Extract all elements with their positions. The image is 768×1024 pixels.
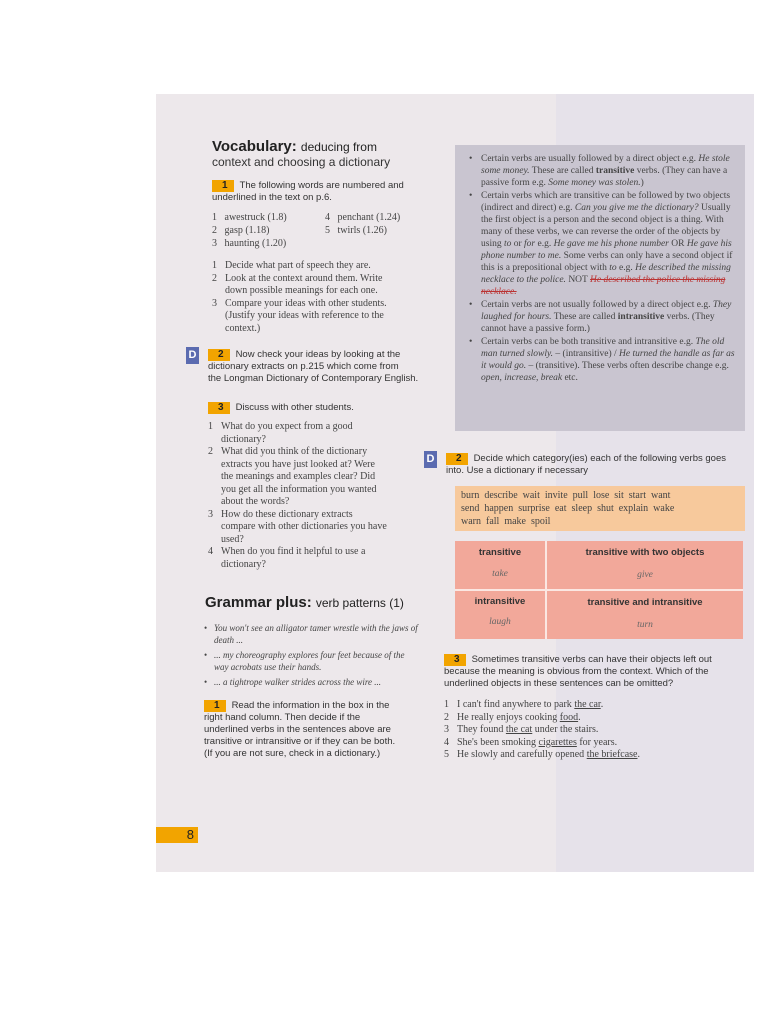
vocab-heading-line2: context and choosing a dictionary	[212, 155, 391, 169]
word-item: 4 penchant (1.24)	[325, 212, 401, 223]
list-item: the meanings and examples clear? Did	[221, 471, 376, 482]
vocab-heading	[212, 138, 377, 155]
list-item: compare with other dictionaries you have	[221, 521, 387, 532]
grammar-ex1-line: underlined verbs in the sentences above are	[204, 724, 391, 735]
vocab-ex2-line: the Longman Dictionary of Contemporary English.	[208, 373, 419, 384]
list-item: (Justify your ideas with reference to the	[225, 310, 384, 321]
page-number: 8	[186, 827, 194, 842]
list-item: 1 I can't find anywhere to park the car.	[444, 699, 604, 710]
grammar-examples	[204, 622, 419, 691]
list-item: • ... a tightrope walker strides across the wire ...	[204, 676, 419, 688]
list-item: 2 Look at the context around them. Write	[212, 272, 383, 284]
list-item: 3 Compare your ideas with other students.	[212, 297, 387, 309]
info-bullet: • Certain verbs are not usually followed by a direct object e.g. They laughed for hours. These are called intransitive verbs. (They cannot have a passive form.)	[465, 299, 735, 335]
vocab-heading-bold: Vocabulary:	[212, 138, 297, 155]
omit-objects-ex	[444, 654, 749, 690]
vocab-ex3	[208, 402, 428, 414]
list-item: down possible meanings for each one.	[225, 285, 378, 296]
ex-number-tag: 2	[208, 349, 230, 361]
list-item: context.)	[225, 322, 261, 334]
list-item: 4 She's been smoking cigarettes for years.	[444, 736, 618, 748]
verbs-line: warn fall make spoil	[461, 516, 551, 527]
omit-ex-line: underlined objects in these sentences can be omitted?	[444, 678, 674, 689]
grammar-ex1-line: right hand column. Then decide if the	[204, 712, 361, 723]
grammar-heading-bold: Grammar plus:	[205, 594, 312, 611]
word-item: 1 awestruck (1.8)	[212, 212, 287, 223]
verbs-line: send happen surprise eat sleep shut explain wake	[461, 503, 675, 514]
category-example: take	[492, 569, 508, 579]
list-item: 4 When do you find it helpful to use a	[208, 546, 366, 557]
vocab-ex1-text-2: underlined in the text on p.6.	[212, 192, 332, 203]
list-item: 5 He slowly and carefully opened the briefcase.	[444, 749, 640, 760]
category-table	[455, 541, 743, 639]
vocab-ex2-line: Now check your ideas by looking at the	[235, 349, 401, 360]
vocab-ex2	[208, 349, 428, 385]
list-item: 3 They found the cat under the stairs.	[444, 724, 599, 735]
ex-number-tag: 2	[446, 453, 468, 465]
list-item: extracts you have just looked at? Were	[221, 458, 375, 470]
grammar-ex1-line: Read the information in the box in the	[231, 700, 390, 711]
categorise-ex-line: Decide which category(ies) each of the following verbs goes	[473, 453, 726, 464]
verbs-box	[455, 486, 745, 531]
vocab-ex3-text: Discuss with other students.	[235, 402, 354, 413]
list-item: 3 How do these dictionary extracts	[208, 508, 353, 520]
list-item: about the words?	[221, 496, 290, 507]
list-item: dictionary?	[221, 433, 266, 445]
categorise-ex	[446, 453, 746, 477]
grammar-ex1-line: transitive or intransitive or if they can be both.	[204, 736, 396, 747]
omit-sentences	[444, 699, 744, 762]
omit-ex-line: because the meaning is obvious from the context. Which of the	[444, 666, 709, 677]
grammar-info-box	[455, 145, 745, 431]
category-header: intransitive	[474, 596, 526, 607]
grammar-heading	[205, 594, 404, 611]
list-item: • You won't see an alligator tamer wrestle with the jaws of death ...	[204, 622, 419, 646]
list-item: • ... my choreography explores four feet because of the way acrobats use their hands.	[204, 649, 419, 673]
list-item: 2 What did you think of the dictionary	[208, 446, 368, 457]
list-item: dictionary?	[221, 558, 266, 570]
word-item: 5 twirls (1.26)	[325, 225, 387, 236]
list-item: used?	[221, 533, 244, 545]
info-bullet: • Certain verbs can be both transitive and intransitive e.g. The old man turned slowly. – (intransitive) / He turned the handle as far as it would go. – (transitive). These verbs often describe change e.g. open, increase, break etc.	[465, 336, 735, 384]
list-item: 1 Decide what part of speech they are.	[212, 260, 371, 271]
dictionary-badge: D	[186, 347, 199, 364]
category-header: transitive	[478, 547, 522, 558]
category-header: transitive and intransitive	[587, 597, 703, 608]
ex-number-tag: 1	[204, 700, 226, 712]
word-item: 2 gasp (1.18)	[212, 225, 270, 236]
category-header: transitive with two objects	[585, 547, 705, 558]
category-example: laugh	[489, 617, 511, 627]
ex-number-tag: 3	[208, 402, 230, 414]
category-example: turn	[637, 620, 653, 630]
grammar-heading-rest: verb patterns (1)	[315, 596, 404, 610]
dictionary-badge: D	[424, 451, 437, 468]
list-item: 2 He really enjoys cooking food.	[444, 711, 581, 723]
vocab-ex2-line: dictionary extracts on p.215 which come from	[208, 361, 399, 372]
info-bullet: • Certain verbs which are transitive can be followed by two objects (indirect and direct) e.g. Can you give me the dictionary? Usually the first object is a person and the second object is a thing. With many of these verbs, we can reverse the order of the objects by using to or for e.g. He gave me his phone number OR He gave his phone number to me. Some verbs can only have a second object if this is a prepositional object with to e.g. He described the missing necklace to the police. NOT He described the police the missing necklace.	[465, 190, 735, 298]
vocab-steps	[212, 260, 422, 335]
grammar-ex1-line: (If you are not sure, check in a dictionary.)	[204, 748, 381, 759]
vocab-ex1	[212, 180, 432, 204]
ex-number-tag: 1	[212, 180, 234, 192]
vocab-ex1-text: The following words are numbered and	[239, 180, 404, 191]
verbs-line: burn describe wait invite pull lose sit start want	[461, 490, 671, 501]
categorise-ex-line: into. Use a dictionary if necessary	[446, 465, 589, 476]
vocab-questions	[208, 421, 423, 571]
list-item: you get all the information you wanted	[221, 483, 377, 495]
category-example: give	[637, 570, 653, 580]
info-bullet: • Certain verbs are usually followed by a direct object e.g. He stole some money. These are called transitive verbs. (They can have a passive form e.g. Some money was stolen.)	[465, 153, 735, 189]
omit-ex-line: Sometimes transitive verbs can have their objects left out	[471, 654, 712, 665]
list-item: 1 What do you expect from a good	[208, 421, 353, 432]
page-number-tab	[156, 827, 198, 843]
vocab-heading-rest: deducing from	[300, 140, 377, 154]
ex-number-tag: 3	[444, 654, 466, 666]
grammar-ex1	[204, 700, 419, 760]
word-item: 3 haunting (1.20)	[212, 238, 287, 249]
